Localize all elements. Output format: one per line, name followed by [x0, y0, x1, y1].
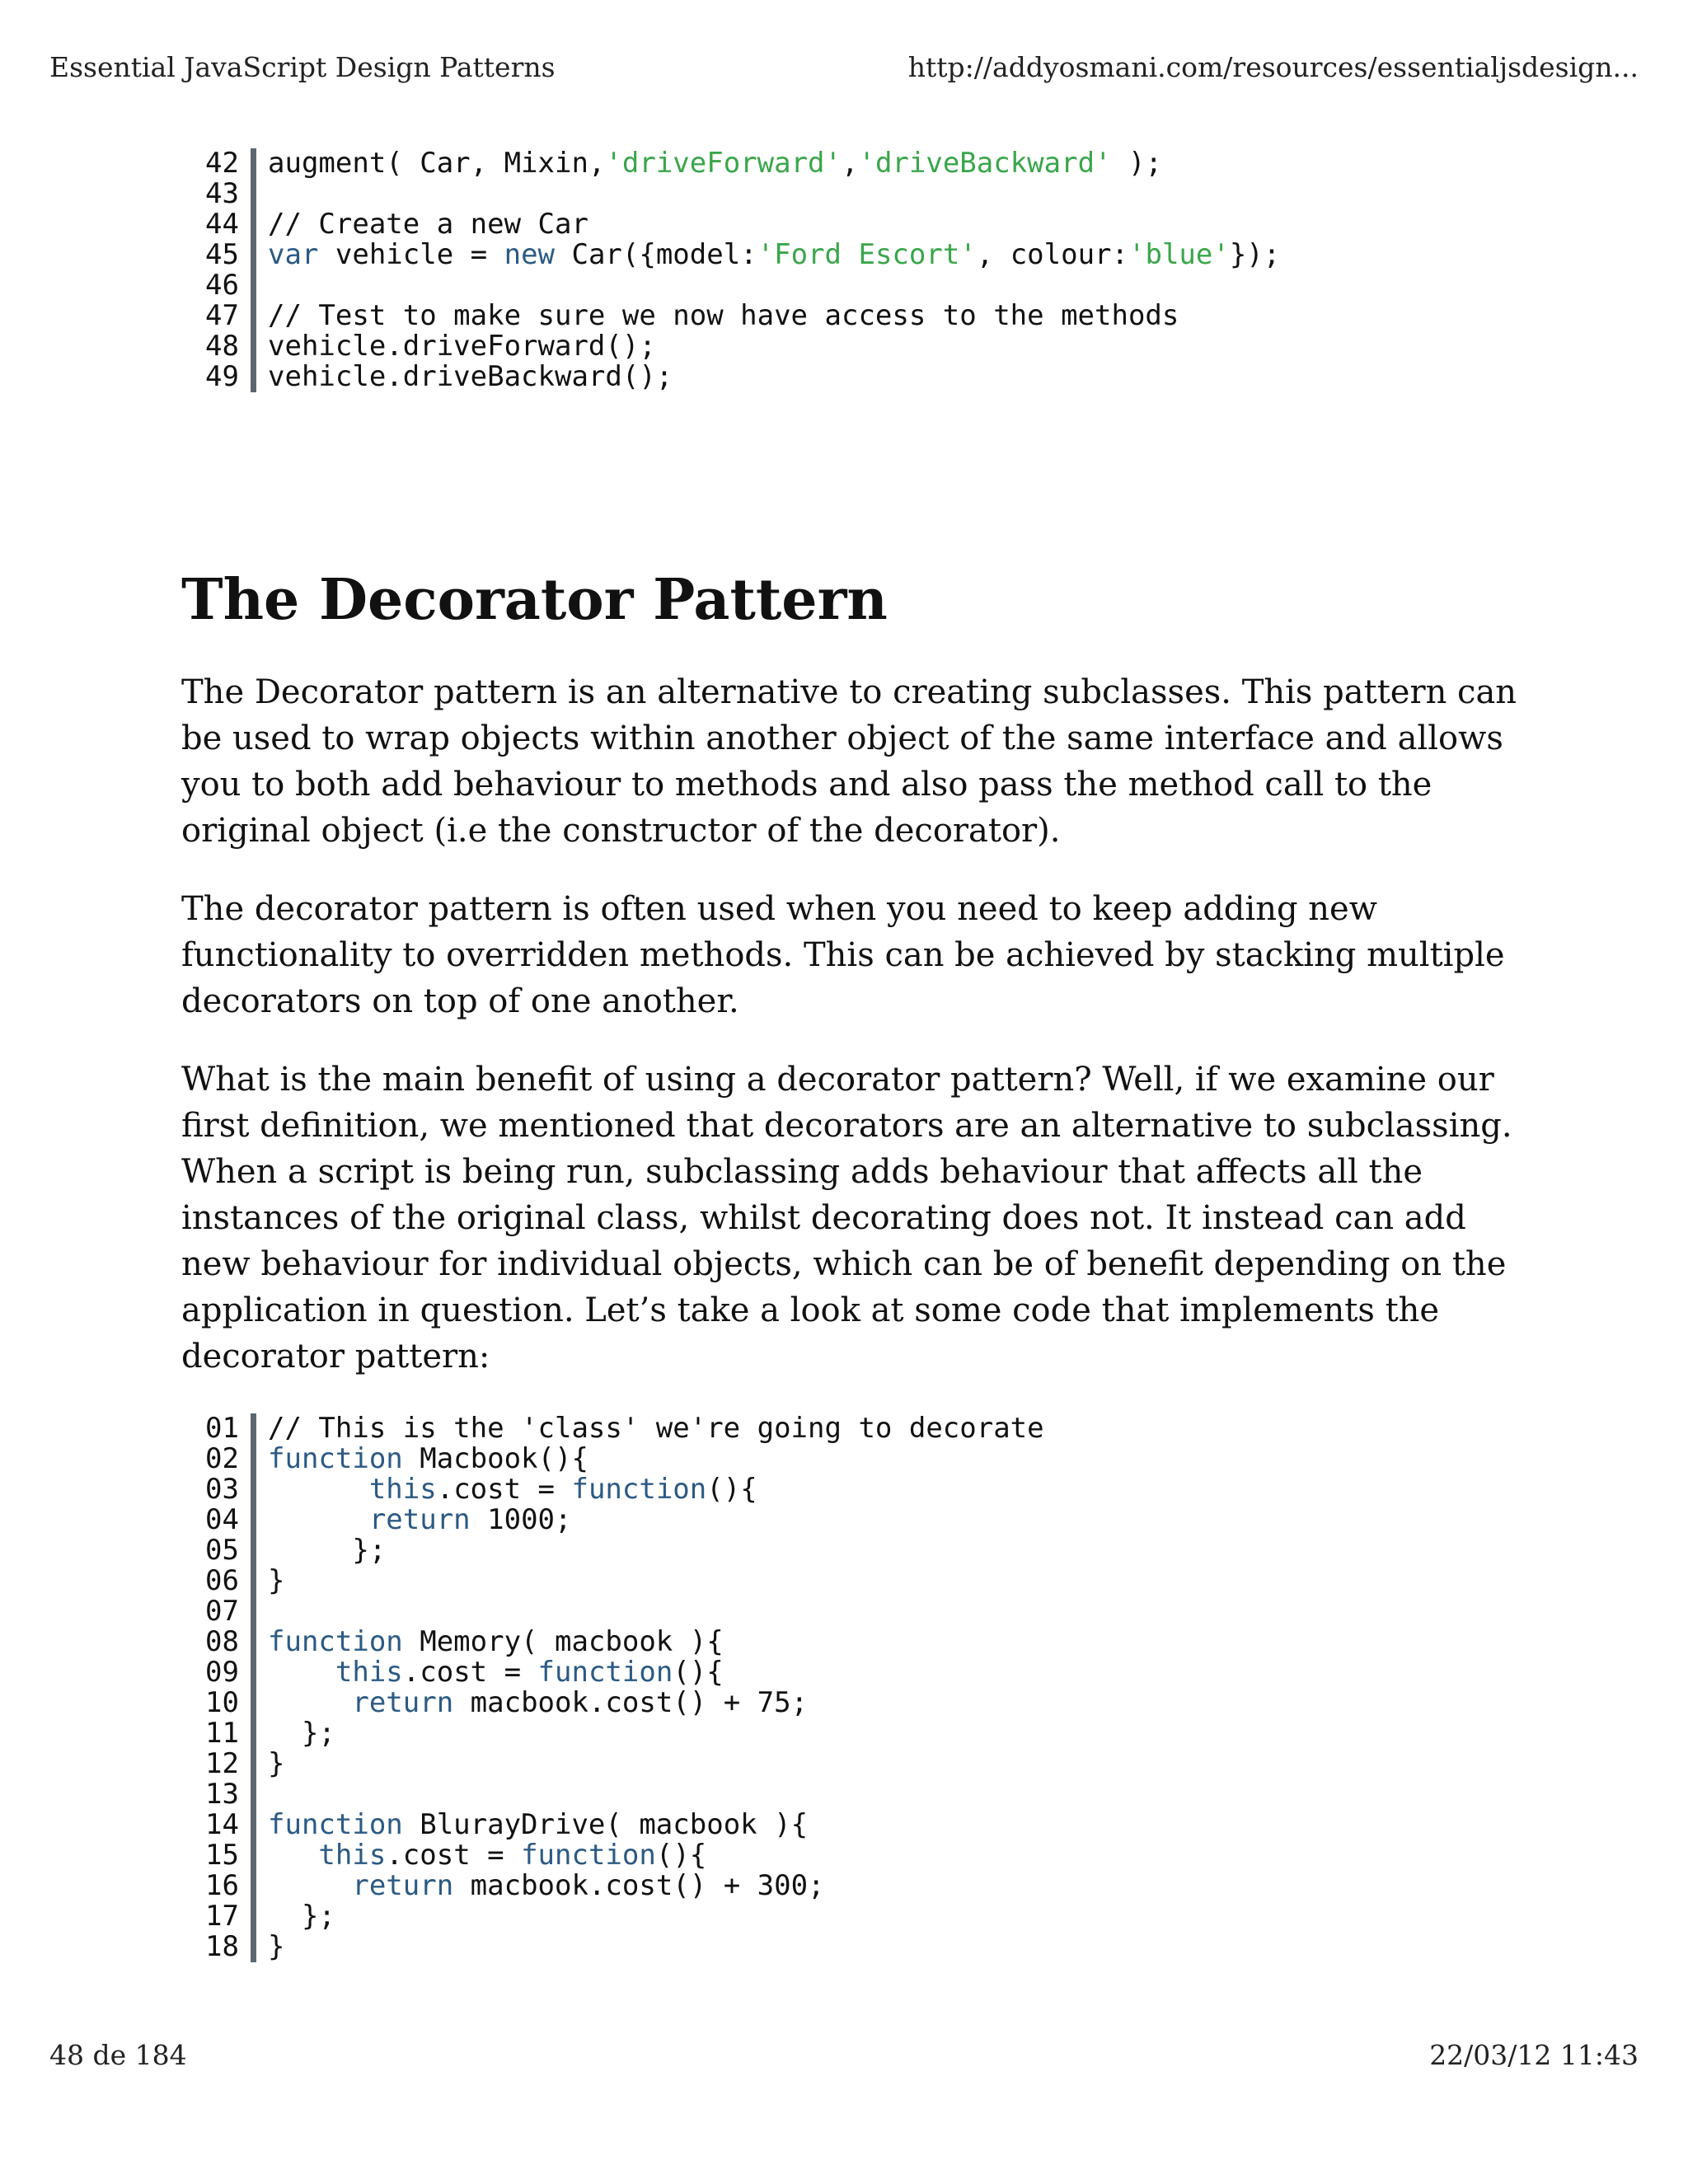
- code-token: .cost =: [402, 1656, 538, 1689]
- code-keyword: this: [335, 1656, 403, 1689]
- line-number: 12: [183, 1749, 256, 1779]
- code-token: BlurayDrive( macbook ){: [402, 1808, 809, 1841]
- code-text: [256, 1444, 588, 1474]
- code-line: [183, 1871, 1044, 1901]
- section-heading: The Decorator Pattern: [181, 567, 888, 633]
- code-text: [256, 301, 1179, 331]
- code-string: 'blue': [1128, 238, 1230, 271]
- code-keyword: this: [368, 1473, 437, 1506]
- code-token: };: [268, 1900, 335, 1933]
- code-text: [256, 1901, 335, 1932]
- code-line: [183, 362, 1280, 392]
- code-token: macbook.cost() + 300;: [453, 1869, 825, 1902]
- code-token: vehicle =: [318, 238, 504, 271]
- code-keyword: function: [537, 1656, 673, 1689]
- code-line: [183, 1779, 1044, 1810]
- code-keyword: new: [504, 238, 556, 271]
- code-string: 'Ford Escort': [757, 238, 977, 271]
- line-number: 48: [183, 331, 256, 362]
- code-line: [183, 1749, 1044, 1779]
- line-number: 05: [183, 1535, 256, 1566]
- code-token: [268, 1839, 318, 1872]
- code-text: [256, 1749, 284, 1779]
- code-token: });: [1229, 238, 1281, 271]
- code-token: vehicle.driveForward();: [268, 330, 656, 363]
- code-text: [256, 331, 656, 362]
- code-line: [183, 148, 1280, 179]
- code-line: [183, 1932, 1044, 1962]
- line-number: 06: [183, 1566, 256, 1596]
- code-line: [183, 1596, 1044, 1627]
- code-line: [183, 1413, 1044, 1444]
- line-number: 47: [183, 301, 256, 331]
- paragraph-benefit: What is the main benefit of using a decorator pattern? Well, if we examine our first definition, we mentioned that decorators are an alternative to subclassing. When a script is being run, subclassing adds behaviour that affects all the instances of the original class, whilst decorating does not. It instead can add new behaviour for individual objects, which can be of benefit depending on the application in question. Let’s take a look at some code that implements the decorator pattern:: [181, 1061, 1512, 1376]
- code-token: };: [268, 1534, 387, 1567]
- code-string: 'driveBackward': [858, 147, 1112, 180]
- code-token: [268, 1503, 369, 1536]
- code-token: }: [268, 1747, 285, 1780]
- line-number: 04: [183, 1505, 256, 1535]
- code-line: [183, 331, 1280, 362]
- code-line: [183, 1566, 1044, 1596]
- code-text: [256, 1840, 706, 1871]
- code-text: [256, 179, 268, 209]
- line-number: 15: [183, 1840, 256, 1871]
- code-token: // This is the 'class' we're going to decorate: [268, 1412, 1044, 1445]
- code-token: (){: [706, 1473, 757, 1506]
- code-text: [256, 240, 1280, 270]
- code-line: [183, 1901, 1044, 1932]
- code-keyword: function: [268, 1442, 403, 1475]
- code-token: }: [268, 1930, 285, 1963]
- code-text: [256, 1535, 386, 1566]
- code-text: [256, 1871, 825, 1901]
- code-keyword: function: [521, 1839, 656, 1872]
- code-token: };: [268, 1717, 335, 1750]
- code-line: [183, 301, 1280, 331]
- code-text: [256, 1718, 335, 1749]
- code-token: Memory( macbook ){: [402, 1625, 724, 1658]
- code-token: ,: [841, 147, 859, 180]
- code-line: [183, 209, 1280, 240]
- code-keyword: function: [268, 1808, 403, 1841]
- code-token: Macbook(){: [402, 1442, 588, 1475]
- code-text: [256, 1688, 808, 1718]
- code-text: [256, 1627, 724, 1657]
- code-token: , colour:: [976, 238, 1128, 271]
- code-text: [256, 270, 268, 301]
- code-token: [268, 1656, 335, 1689]
- line-number: 01: [183, 1413, 256, 1444]
- code-string: 'driveForward': [605, 147, 842, 180]
- code-keyword: this: [318, 1839, 387, 1872]
- code-token: [268, 1869, 352, 1902]
- page-header-url: http://addyosmani.com/resources/essentialjsdesign...: [907, 51, 1639, 83]
- code-token: macbook.cost() + 75;: [453, 1686, 809, 1719]
- paragraph-usage: The decorator pattern is often used when you need to keep adding new functionality to overridden methods. This can be achieved by stacking multiple decorators on top of one another.: [181, 890, 1505, 1020]
- code-line: [183, 270, 1280, 301]
- code-token: [268, 1686, 352, 1719]
- code-block-augment: [183, 148, 1280, 392]
- line-number: 10: [183, 1688, 256, 1718]
- line-number: 44: [183, 209, 256, 240]
- code-text: [256, 1932, 284, 1962]
- code-token: augment( Car, Mixin,: [268, 147, 606, 180]
- code-text: [256, 1474, 757, 1505]
- line-number: 43: [183, 179, 256, 209]
- code-token: .cost =: [436, 1473, 572, 1506]
- line-number: 17: [183, 1901, 256, 1932]
- line-number: 08: [183, 1627, 256, 1657]
- code-line: [183, 1657, 1044, 1688]
- code-token: (){: [655, 1839, 707, 1872]
- page-footer-timestamp: 22/03/12 11:43: [1429, 2039, 1639, 2071]
- code-keyword: return: [368, 1503, 471, 1536]
- line-number: 07: [183, 1596, 256, 1627]
- code-token: (){: [673, 1656, 724, 1689]
- code-text: [256, 1596, 268, 1627]
- code-keyword: function: [571, 1473, 707, 1506]
- code-line: [183, 1474, 1044, 1505]
- code-keyword: return: [352, 1686, 454, 1719]
- code-line: [183, 1688, 1044, 1718]
- code-text: [256, 1566, 284, 1596]
- code-keyword: function: [268, 1625, 403, 1658]
- code-line: [183, 1840, 1044, 1871]
- page-header-title: Essential JavaScript Design Patterns: [49, 51, 556, 83]
- line-number: 49: [183, 362, 256, 392]
- code-line: [183, 1444, 1044, 1474]
- code-text: [256, 1779, 268, 1810]
- line-number: 03: [183, 1474, 256, 1505]
- line-number: 16: [183, 1871, 256, 1901]
- line-number: 09: [183, 1657, 256, 1688]
- code-text: [256, 148, 1162, 179]
- code-keyword: var: [268, 238, 319, 271]
- code-token: .cost =: [386, 1839, 522, 1872]
- code-text: [256, 1810, 808, 1840]
- line-number: 42: [183, 148, 256, 179]
- line-number: 46: [183, 270, 256, 301]
- code-token: // Test to make sure we now have access to the methods: [268, 299, 1179, 332]
- code-line: [183, 1505, 1044, 1535]
- code-keyword: return: [352, 1869, 454, 1902]
- code-line: [183, 240, 1280, 270]
- line-number: 11: [183, 1718, 256, 1749]
- code-text: [256, 362, 673, 392]
- code-block-decorator: [183, 1413, 1044, 1962]
- code-token: );: [1111, 147, 1162, 180]
- code-token: 1000;: [470, 1503, 572, 1536]
- code-line: [183, 179, 1280, 209]
- code-text: [256, 1505, 571, 1535]
- code-token: // Create a new Car: [268, 208, 588, 241]
- page-footer-page-number: 48 de 184: [49, 2039, 187, 2071]
- line-number: 02: [183, 1444, 256, 1474]
- code-line: [183, 1718, 1044, 1749]
- code-line: [183, 1810, 1044, 1840]
- line-number: 13: [183, 1779, 256, 1810]
- code-line: [183, 1627, 1044, 1657]
- code-token: Car({model:: [555, 238, 757, 271]
- paragraph-intro: The Decorator pattern is an alternative to creating subclasses. This pattern can be used to wrap objects within another object of the same interface and allows you to both add behaviour to methods and also pass the method call to the original object (i.e the constructor of the decorator).: [181, 673, 1517, 850]
- line-number: 18: [183, 1932, 256, 1962]
- line-number: 45: [183, 240, 256, 270]
- code-line: [183, 1535, 1044, 1566]
- code-text: [256, 209, 588, 240]
- code-token: [268, 1473, 369, 1506]
- code-token: }: [268, 1564, 285, 1597]
- code-text: [256, 1657, 724, 1688]
- code-text: [256, 1413, 1044, 1444]
- code-token: vehicle.driveBackward();: [268, 360, 673, 393]
- line-number: 14: [183, 1810, 256, 1840]
